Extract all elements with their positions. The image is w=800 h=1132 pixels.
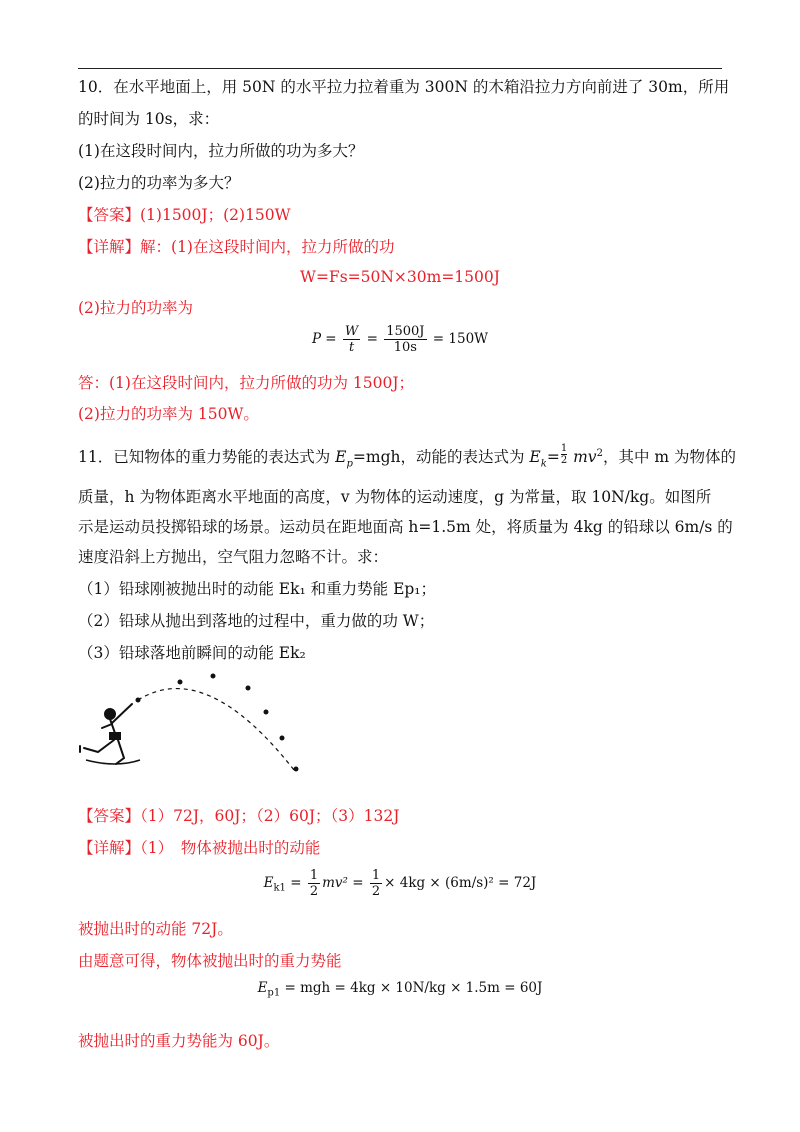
athlete-figure: [80, 704, 132, 764]
q11-answer: 【答案】（1）72J，60J；（2）60J；（3）132J: [78, 807, 400, 825]
q11-line1-b: =mgh，动能的表达式为: [352, 448, 530, 467]
q11-eq1-half2: [370, 868, 382, 899]
trajectory-dot: [294, 767, 299, 772]
q10-eq2-lhs: P =: [311, 331, 337, 347]
q10-detail-text: 解：(1)在这段时间内，拉力所做的功: [140, 238, 395, 256]
throwing-circle: [86, 760, 140, 764]
frac1-den: t: [348, 340, 355, 355]
q11-eq2-lhs: E: [257, 980, 268, 996]
q11-sub1: （1）铅球刚被抛出时的动能 Ek₁ 和重力势能 Ep₁；: [78, 580, 437, 598]
q11-eq2-lhs-sub: p1: [267, 987, 281, 999]
q11-ep-sub: p: [346, 458, 353, 470]
q11-line2: 质量，h 为物体距离水平地面的高度，v 为物体的运动速度，g 为常量，取 10N/kg。如图所: [78, 488, 712, 506]
q11-ek: E: [529, 448, 541, 467]
q10-answer: 【答案】(1)1500J；(2)150W: [78, 206, 291, 224]
h1-den: 2: [309, 884, 319, 899]
q10-eq2-rhs: = 150W: [432, 331, 489, 347]
half-den: 2: [560, 454, 568, 466]
q10-detail: [78, 236, 394, 258]
q11-eq1-rhs: × 4kg × (6m/s)² = 72J: [384, 875, 537, 891]
q11-line1-a: 11．已知物体的重力势能的表达式为: [78, 448, 336, 467]
h2-den: 2: [371, 884, 381, 899]
q11-eq1-lhs-sub: k1: [273, 882, 286, 894]
q11-line1-c: ，其中 m 为物体的: [602, 448, 737, 467]
frac2-num: 1500J: [386, 324, 425, 339]
q10-part2: (2)拉力的功率为: [78, 299, 193, 317]
shot-put-illustration: [76, 668, 316, 780]
q11-eq2-body: = mgh = 4kg × 10N/kg × 1.5m = 60J: [284, 980, 543, 996]
q11-detail: 【详解】（1） 物体被抛出时的动能: [78, 839, 321, 857]
q10-detail-tag: 【详解】: [78, 238, 141, 256]
q10-line1: 10．在水平地面上，用 50N 的水平拉力拉着重为 300N 的木箱沿拉力方向前进了 30m，所用: [78, 78, 730, 96]
q11-sq: 2: [596, 448, 603, 459]
q11-eq1-lhs: E: [263, 875, 274, 891]
h1-num: 1: [309, 868, 319, 883]
trajectory-dot: [264, 710, 269, 715]
q11-sub3: （3）铅球落地前瞬间的动能 Ek₂: [78, 644, 306, 662]
q11-sub2: （2）铅球从抛出到落地的过程中，重力做的功 W；: [78, 612, 435, 630]
q11-ep: E: [335, 448, 347, 467]
trajectory-dot: [280, 736, 285, 741]
trajectory-arc: [138, 689, 294, 770]
q10-eq2-frac1: [343, 324, 360, 355]
q10-eq2-mid: =: [366, 331, 378, 347]
q11-mv: mv: [568, 448, 597, 467]
h2-num: 1: [371, 868, 381, 883]
trajectory-dot: [136, 698, 141, 703]
q11-ek-sub: k: [540, 458, 547, 470]
trajectory-dot: [246, 686, 251, 691]
q10-eq2-frac2: [384, 324, 426, 355]
q11-line1: [78, 443, 736, 475]
q11-text2: 由题意可得，物体被抛出时的重力势能: [78, 952, 342, 970]
q11-line3: 示是运动员投掷铅球的场景。运动员在距地面高 h=1.5m 处，将质量为 4kg 的铅球以 6m/s 的: [78, 518, 733, 536]
q11-eq1-half1: [308, 868, 320, 899]
q10-eq2: [0, 324, 800, 355]
q11-text3: 被抛出时的重力势能为 60J。: [78, 1032, 280, 1050]
trajectory-dot: [178, 680, 183, 685]
top-rule: [78, 68, 722, 69]
q11-eq1: [0, 868, 800, 899]
q11-text1: 被抛出时的动能 72J。: [78, 920, 233, 938]
q10-line2: 的时间为 10s，求：: [78, 110, 220, 128]
frac1-num: W: [344, 324, 359, 339]
trajectory-dot: [211, 674, 216, 679]
q11-eq1-mid: mv² =: [322, 875, 368, 891]
q11-eqsign: =: [546, 448, 560, 467]
q11-line4: 速度沿斜上方抛出，空气阻力忽略不计。求：: [78, 548, 389, 566]
q10-final1: 答：(1)在这段时间内，拉力所做的功为 1500J；: [78, 374, 415, 392]
q10-eq1: W=Fs=50N×30m=1500J: [300, 268, 500, 286]
q11-eq2: [0, 980, 800, 999]
q11-eq1-eq: =: [285, 875, 306, 891]
half-num: 1: [560, 442, 568, 454]
q10-final2: (2)拉力的功率为 150W。: [78, 405, 259, 423]
q10-sub2: (2)拉力的功率为多大？: [78, 174, 240, 192]
frac2-den: 10s: [393, 340, 417, 355]
q11-half-frac: [561, 443, 567, 466]
q10-sub1: (1)在这段时间内，拉力所做的功为多大？: [78, 142, 364, 160]
